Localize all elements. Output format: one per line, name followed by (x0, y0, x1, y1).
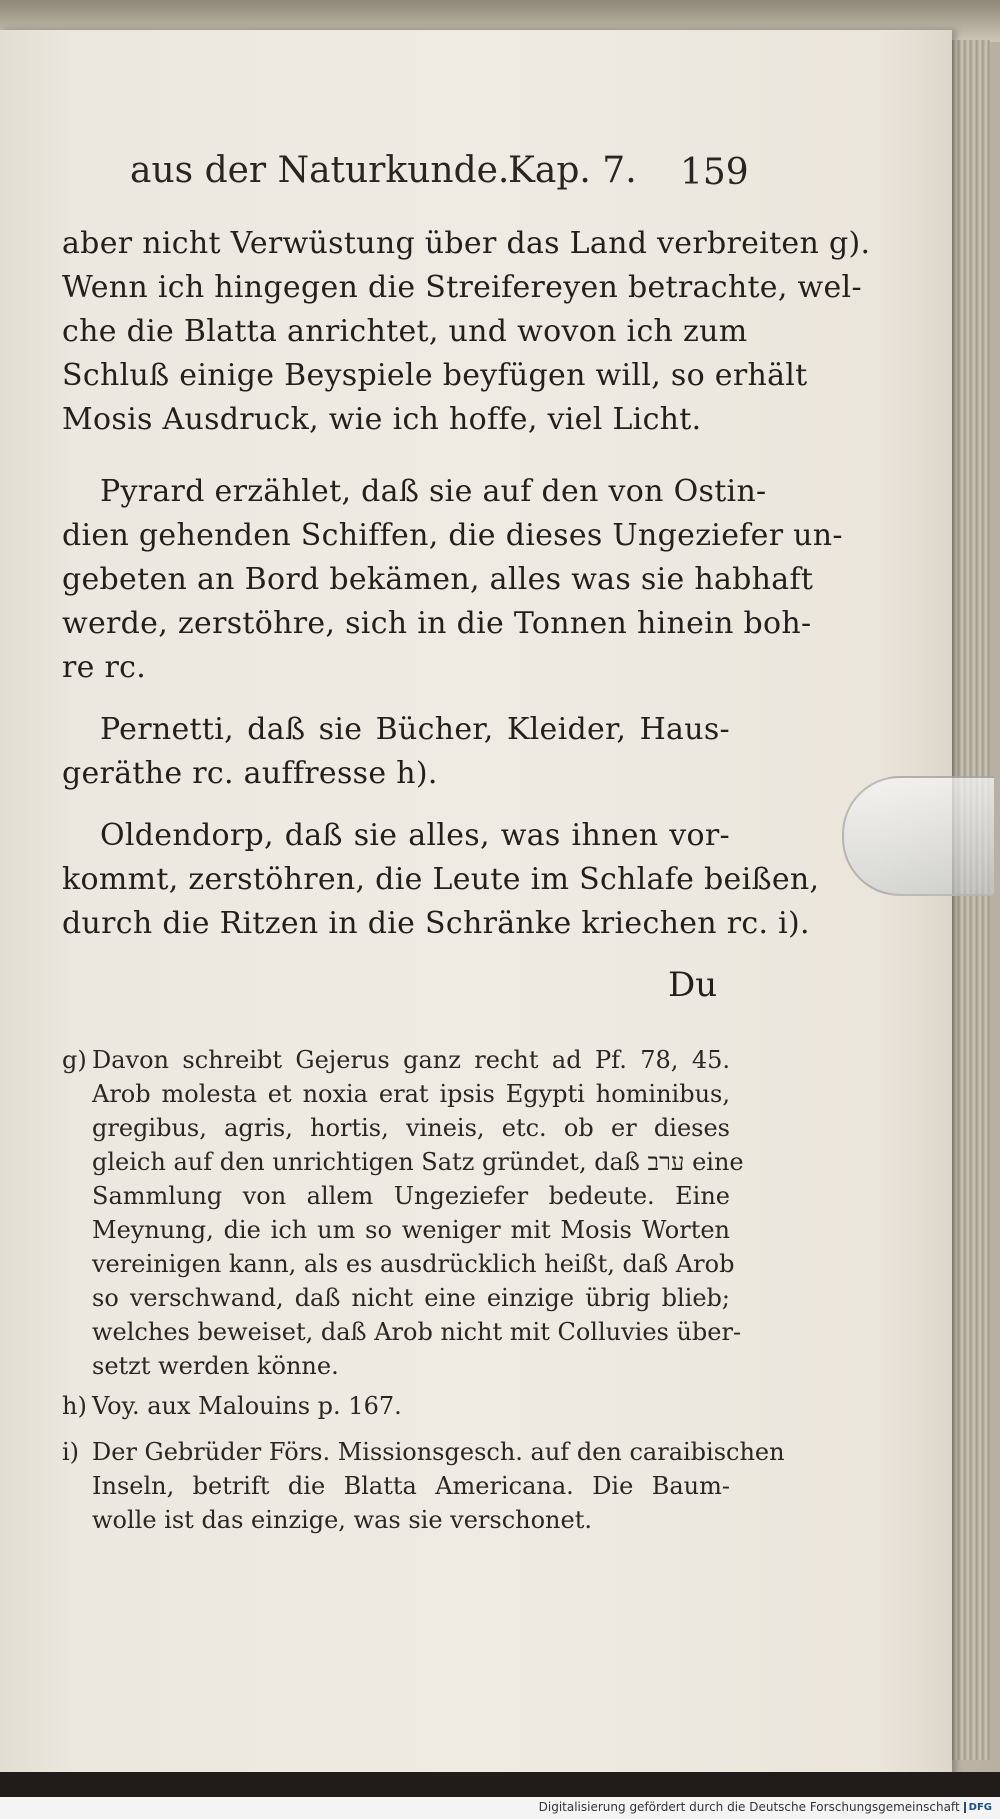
footnote-text: Davon schreibt Gejerus ganz recht ad Pf. 78, 45. (92, 1046, 730, 1074)
body-line: gebeten an Bord bekämen, alles was sie habhaft (62, 562, 814, 597)
digitization-credit (539, 1800, 992, 1814)
body-line: dien gehenden Schiffen, die dieses Ungeziefer un- (62, 518, 843, 553)
footnote-g-line: welches beweiset, daß Arob nicht mit Colluvies über- (92, 1318, 742, 1346)
body-line: kommt, zerstöhren, die Leute im Schlafe beißen, (62, 862, 820, 897)
footnote-g-line: vereinigen kann, als es ausdrücklich heißt, daß Arob (92, 1250, 735, 1278)
page-number: 159 (680, 152, 749, 193)
footnote-g-line: Arob molesta et noxia erat ipsis Egypti hominibus, (92, 1080, 730, 1108)
footnote-i-line: Inseln, betrift die Blatta Americana. Die Baum- (92, 1472, 730, 1500)
body-line: Pernetti, daß sie Bücher, Kleider, Haus- (100, 712, 730, 747)
credit-text: Digitalisierung gefördert durch die Deutsche Forschungsgemeinschaft (538, 1800, 960, 1814)
body-line: aber nicht Verwüstung über das Land verbreiten g). (62, 226, 871, 261)
footnote-g-line: gregibus, agris, hortis, vineis, etc. ob er dieses (92, 1114, 730, 1142)
dfg-logo-icon: DFG (964, 1802, 992, 1813)
footnote-mark: i) (62, 1438, 80, 1466)
footnote-g-line: setzt werden könne. (92, 1352, 339, 1380)
footnote-i-line (62, 1438, 785, 1466)
footnote-g-line (62, 1046, 730, 1074)
body-line: Wenn ich hingegen die Streifereyen betrachte, wel- (62, 270, 862, 305)
footnote-g-line: gleich auf den unrichtigen Satz gründet, daß ערב eine (92, 1148, 744, 1176)
footnote-g-line: Meynung, die ich um so weniger mit Mosis Worten (92, 1216, 730, 1244)
body-line: Oldendorp, daß sie alles, was ihnen vor- (100, 818, 730, 853)
footnote-h-line (62, 1392, 730, 1420)
footnote-mark: h) (62, 1392, 87, 1420)
page-header (130, 150, 749, 210)
body-line: Schluß einige Beyspiele beyfügen will, so erhält (62, 358, 808, 393)
body-line: werde, zerstöhre, sich in die Tonnen hinein boh- (62, 606, 812, 641)
body-line: re rc. (62, 650, 147, 685)
bookmark-clip (842, 776, 994, 896)
footnote-i-line: wolle ist das einzige, was sie verschonet. (92, 1506, 592, 1534)
catchword: Du (668, 965, 718, 1005)
body-line: che die Blatta anrichtet, und wovon ich zum (62, 314, 748, 349)
body-line: Mosis Ausdruck, wie ich hoffe, viel Licht. (62, 402, 702, 437)
footnote-text: Voy. aux Malouins p. 167. (92, 1392, 402, 1420)
footnote-g-line: Sammlung von allem Ungeziefer bedeute. Eine (92, 1182, 730, 1210)
body-line: durch die Ritzen in die Schränke kriechen rc. i). (62, 906, 810, 941)
body-line: Pyrard erzählet, daß sie auf den von Ostin- (100, 474, 767, 509)
running-title: aus der Naturkunde. (130, 150, 510, 191)
footnote-text: Der Gebrüder Förs. Missionsgesch. auf den caraibischen (92, 1438, 785, 1466)
footnote-mark: g) (62, 1046, 87, 1074)
body-line: geräthe rc. auffresse h). (62, 756, 438, 791)
chapter-label: Kap. 7. (508, 150, 637, 191)
footnote-g-line: so verschwand, daß nicht eine einzige übrig blieb; (92, 1284, 730, 1312)
